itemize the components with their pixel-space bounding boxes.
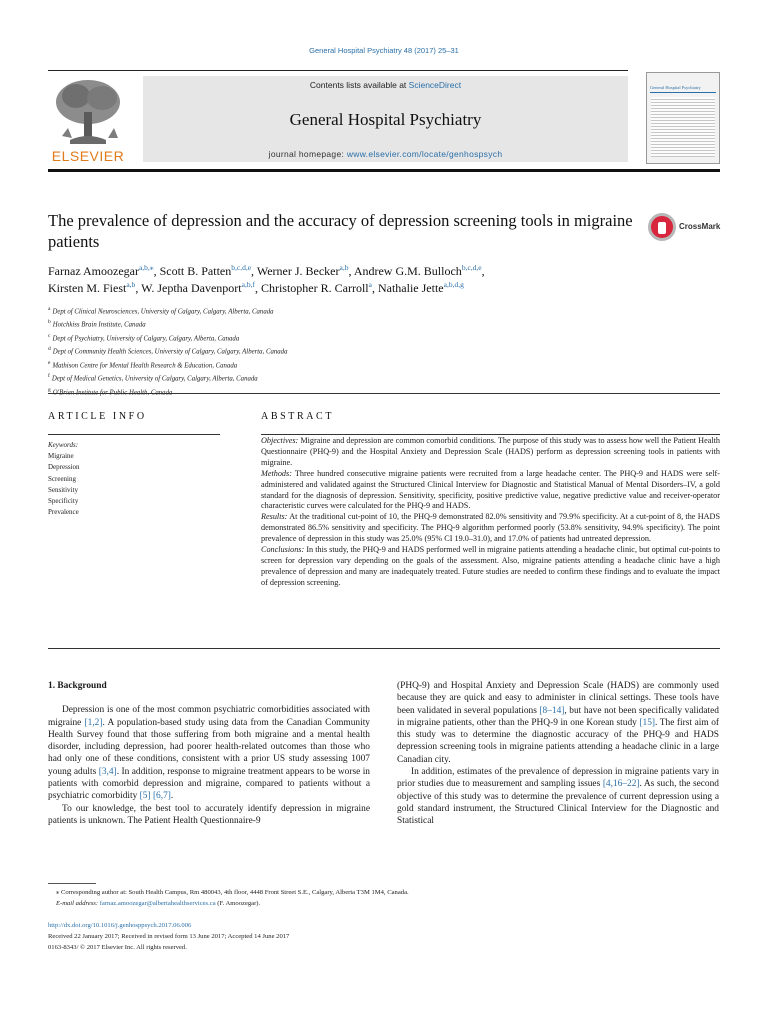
keyword: Depression	[48, 463, 80, 472]
homepage-link[interactable]: www.elsevier.com/locate/genhospsych	[346, 149, 503, 159]
homepage-label: journal homepage:	[268, 149, 347, 159]
body-paragraph	[397, 766, 719, 827]
author-sep: ,	[254, 281, 261, 295]
citation-link[interactable]: [1,2]	[84, 717, 103, 728]
citation-link[interactable]: [6,7]	[152, 791, 171, 802]
affiliation-key: e	[48, 359, 51, 366]
body-paragraph: To our knowledge, the best tool to accurately identify depression in migraine patients is unknown. The Patient Health Questionnaire-9	[48, 803, 370, 826]
masthead-rule	[48, 70, 628, 71]
journal-name: General Hospital Psychiatry	[289, 110, 482, 129]
author-4-affil[interactable]: b,c,d,e	[461, 263, 482, 272]
body-text: . As such, the second objective of this study was to determine the prevalence of current depression using a gold standard instrument, the Structured Clinical Interview for the Diagnostic and Statistical	[397, 779, 719, 827]
body-column-left	[48, 680, 370, 827]
author-sep: ,	[371, 281, 378, 295]
journal-homepage	[143, 149, 628, 159]
affiliation-text: Dept of Community Health Sciences, University of Calgary, Calgary, Alberta, Canada	[52, 348, 288, 356]
citation-link[interactable]: [4,16–22]	[602, 779, 640, 790]
author-sep: ,	[153, 264, 160, 278]
author-8[interactable]: Nathalie Jette	[377, 281, 444, 295]
publication-info	[48, 920, 720, 953]
affiliation-item	[48, 304, 720, 317]
citation-link[interactable]: [3,4]	[98, 766, 117, 777]
body-paragraph	[397, 680, 719, 766]
section-divider	[48, 393, 720, 394]
affiliation-item	[48, 331, 720, 344]
author-2-affil[interactable]: b,c,d,e	[231, 263, 252, 272]
email-note	[48, 898, 720, 909]
keyword: Screening	[48, 474, 76, 483]
abstract-conclusions	[261, 545, 720, 589]
sciencedirect-link[interactable]: ScienceDirect	[408, 80, 462, 90]
affiliation-key: b	[48, 319, 51, 326]
keyword: Migraine	[48, 452, 74, 461]
cover-text-lines	[651, 97, 715, 157]
elsevier-logo	[48, 76, 128, 164]
body-paragraph	[48, 704, 370, 802]
abstract-rule	[261, 434, 720, 435]
body-text: Depression is one of the most common psychiatric comorbidities associated with migraine	[48, 705, 370, 728]
received-dates: Received 22 January 2017; Received in revised form 13 June 2017; Accepted 14 June 2017	[48, 933, 290, 940]
cover-title: General Hospital Psychiatry	[650, 85, 716, 93]
doi-link[interactable]: http://dx.doi.org/10.1016/j.genhosppsych.2017.06.006	[48, 922, 192, 929]
article-title: The prevalence of depression and the accuracy of depression screening tools in migraine patients	[48, 211, 633, 251]
author-7-affil[interactable]: a	[368, 280, 372, 289]
abstract-heading: ABSTRACT	[261, 411, 335, 422]
journal-masthead	[143, 76, 628, 162]
journal-citation[interactable]: General Hospital Psychiatry 48 (2017) 25–31	[309, 46, 459, 55]
crossmark-label: CrossMark	[679, 222, 721, 231]
affiliation-text: Dept of Medical Genetics, University of Calgary, Calgary, Alberta, Canada	[51, 375, 258, 383]
copyright-line: 0163-8343/ © 2017 Elsevier Inc. All rights reserved.	[48, 944, 187, 951]
publisher-name: ELSEVIER	[51, 148, 125, 164]
keyword: Prevalence	[48, 508, 79, 517]
email-link[interactable]: farnaz.amoozegar@albertahealthservices.ca	[99, 900, 216, 907]
affiliation-key: f	[48, 373, 50, 380]
abstract-text: Migraine and depression are common comorbid conditions. The purpose of this study was to assess how well the Patient Health Questionnaire (PHQ-9) and the Hospital Anxiety and Depression Scale (HADS) perform as depression screening tools in patients with migraine.	[261, 436, 720, 467]
affiliation-item	[48, 344, 720, 357]
body-column-right	[397, 680, 719, 828]
section-divider	[48, 648, 720, 649]
author-1[interactable]: Farnaz Amoozegar	[48, 264, 139, 278]
affiliation-key: d	[48, 346, 51, 353]
body-text: In addition, estimates of the prevalence of depression in migraine patients vary in prior studies due to measurement and sampling issues	[397, 767, 719, 790]
author-sep: ,	[135, 281, 142, 295]
abstract-text: At the traditional cut-point of 10, the PHQ-9 demonstrated 82.0% sensitivity and 79.9% specificity. At a cut-point of 8, the HADS demonstrated 86.5% sensitivity and specificity. The PHQ-9 algorithm performed poorly (53.8% sensitivity, 94.9% specificity). The point prevalence of depression in this study was 25.0% (95% CI 19.0–31.0), and 17.0% of patients had untreated depression.	[261, 512, 720, 544]
author-1-affil[interactable]: a,b,⁎	[138, 263, 154, 272]
journal-cover-thumbnail	[646, 72, 720, 164]
footnote-rule	[48, 883, 96, 884]
author-7[interactable]: Christopher R. Carroll	[260, 281, 369, 295]
author-3[interactable]: Werner J. Becker	[256, 264, 340, 278]
abstract-label: Objectives:	[261, 436, 299, 445]
citation-link[interactable]: [8–14]	[539, 705, 565, 716]
affiliation-text: Dept of Clinical Neurosciences, University of Calgary, Calgary, Alberta, Canada	[52, 308, 274, 316]
affiliation-item	[48, 358, 720, 371]
author-4[interactable]: Andrew G.M. Bulloch	[353, 264, 462, 278]
affiliation-item	[48, 317, 720, 330]
abstract-methods	[261, 469, 720, 513]
body-text: .	[170, 791, 174, 802]
abstract-label: Conclusions:	[261, 545, 305, 555]
affiliation-list	[48, 304, 720, 398]
affiliation-key: g	[48, 386, 51, 393]
author-sep: ,	[348, 264, 354, 278]
keywords-label: Keywords:	[48, 441, 79, 449]
affiliation-text: Mathison Centre for Mental Health Research & Education, Canada	[52, 362, 238, 370]
masthead-bottom-rule	[48, 169, 720, 172]
keywords-block	[48, 440, 218, 518]
corresponding-author-note: ⁎ Corresponding author at: South Health Campus, Rm 480043, 4th floor, 4448 Front Street S.E., Calgary, Alberta T3M 1M4, Canada.	[56, 889, 409, 896]
abstract-objectives	[261, 436, 720, 469]
body-text: . The first aim of this study was to determine the diagnostic accuracy of the PHQ-9 and HADS depression screening tools in migraine patients attending a headache clinic in a large Canadian city.	[397, 717, 719, 765]
author-5[interactable]: Kirsten M. Fiest	[48, 281, 127, 295]
author-sep: ,	[251, 264, 257, 278]
crossmark-icon	[648, 213, 676, 241]
elsevier-tree-icon	[48, 76, 128, 148]
author-6[interactable]: W. Jeptha Davenport	[141, 281, 242, 295]
affiliation-text: Dept of Psychiatry, University of Calgary, Calgary, Alberta, Canada	[52, 335, 240, 343]
citation-link[interactable]: [15]	[639, 717, 656, 728]
affiliation-item	[48, 371, 720, 384]
contents-line	[143, 80, 628, 90]
author-3-affil[interactable]: a,b	[339, 263, 349, 272]
abstract-results	[261, 512, 720, 545]
author-sep: ,	[481, 264, 485, 278]
abstract-text: Three hundred consecutive migraine patients were recruited from a large headache center. The PHQ-9 and HADS were self-administered and validated against the Structured Clinical Interview for Diagnostic and Statistical Manual of Mental Disorders–IV, a gold standard for the diagnosis of depression. Sensitivity, specificity, positive predictive value, negative predictive value and receiver-operator characteristic curves were calculated for the PHQ-9 and HADS.	[261, 468, 720, 511]
crossmark-button[interactable]	[648, 213, 722, 243]
email-suffix: (F. Amoozegar).	[215, 900, 261, 907]
author-5-affil[interactable]: a,b	[126, 280, 136, 289]
footnotes	[48, 887, 720, 909]
affiliation-text: Hotchkiss Brain Institute, Canada	[52, 321, 146, 329]
author-6-affil[interactable]: a,b,f	[241, 280, 255, 289]
abstract-label: Results:	[261, 512, 288, 522]
keyword: Specificity	[48, 497, 79, 506]
affiliation-key: c	[48, 332, 51, 339]
body-text: (PHQ-9) and Hospital Anxiety and Depression Scale (HADS) are commonly used because they are quick and easy to administer in clinical settings. These tools have been validated in several populations	[397, 681, 719, 716]
article-info-heading: ARTICLE INFO	[48, 411, 147, 422]
keyword: Sensitivity	[48, 485, 78, 494]
affiliation-key: a	[48, 306, 51, 312]
email-label: E-mail address:	[56, 900, 100, 907]
citation-link[interactable]: [5]	[139, 791, 151, 802]
body-text: . A population-based study using data from the Canadian Community Health Survey found that those suffering from both migraine and a mental health disorder, including depression, had poorer health-related outcomes than those who had only one of these conditions, consistent with a prior US study assessing 1007 young adults	[48, 717, 370, 777]
body-text: . In addition, response to migraine treatment appears to be worse in patients with comorbid depression and migraine, compared to patients without a psychiatric comorbidity	[48, 766, 370, 802]
body-text: , but have not been specifically validated in migraine patients, other than the PHQ-9 in one Korean study	[397, 705, 719, 728]
abstract-body	[261, 436, 720, 589]
abstract-text: In this study, the PHQ-9 and HADS performed well in migraine patients attending a headache clinic, but optimal cut-points to screen for depression vary depending on the goals of the assessment. Also, migraine patients attending a headache clinic have a high prevalence of depression and many are inadequately treated. Future studies are needed to confirm these findings and to evaluate the impact of depression screening.	[261, 545, 720, 587]
author-2[interactable]: Scott B. Patten	[159, 264, 232, 278]
section-heading: 1. Background	[48, 681, 107, 691]
author-8-affil[interactable]: a,b,d,g	[443, 280, 464, 289]
article-info-rule	[48, 434, 220, 435]
affiliation-item	[48, 385, 720, 398]
abstract-label: Methods:	[261, 468, 292, 478]
author-list	[48, 263, 720, 297]
contents-prefix: Contents lists available at	[309, 80, 409, 90]
